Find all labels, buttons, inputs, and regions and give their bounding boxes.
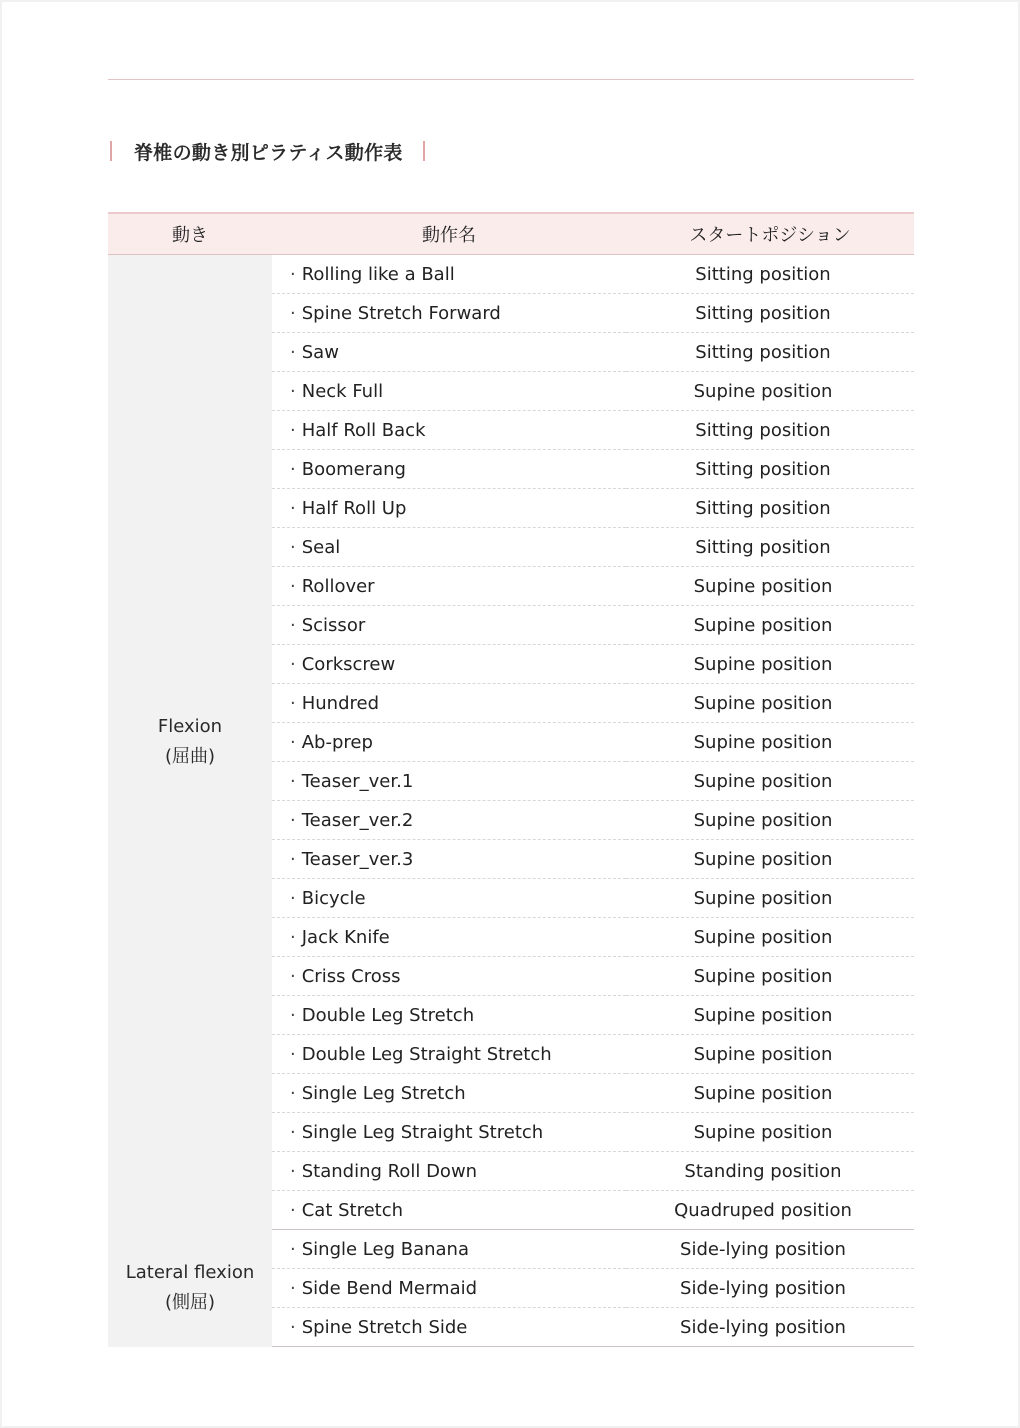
category-cell — [108, 1230, 272, 1347]
start-position: Sitting position — [626, 255, 914, 294]
category-label-jp: (屈曲) — [164, 746, 216, 768]
bullet-dot: · — [290, 1160, 296, 1182]
exercise-name: Side Bend Mermaid — [301, 1277, 478, 1299]
header-category: 動き — [108, 213, 272, 255]
exercise-name: Spine Stretch Forward — [301, 302, 501, 324]
start-position: Supine position — [626, 840, 914, 879]
exercise-name: Half Roll Back — [301, 419, 426, 441]
exercise-name-cell — [272, 567, 626, 606]
start-position: Sitting position — [626, 450, 914, 489]
exercise-name-cell — [272, 996, 626, 1035]
exercise-name: Teaser_ver.1 — [301, 770, 414, 792]
bullet-dot: · — [290, 731, 296, 753]
bullet-dot: · — [290, 809, 296, 831]
start-position: Supine position — [626, 723, 914, 762]
exercise-name-cell — [272, 411, 626, 450]
bullet-dot: · — [290, 497, 296, 519]
exercise-name: Double Leg Stretch — [301, 1004, 475, 1026]
category-label: Lateral flexion — [125, 1262, 255, 1283]
bullet-dot: · — [290, 458, 296, 480]
start-position: Supine position — [626, 801, 914, 840]
title-bar-left — [110, 141, 112, 161]
exercise-name-cell — [272, 1308, 626, 1347]
start-position: Standing position — [626, 1152, 914, 1191]
exercise-name-cell — [272, 1191, 626, 1230]
exercise-name: Saw — [301, 341, 339, 363]
exercise-name: Ab-prep — [301, 731, 373, 753]
start-position: Sitting position — [626, 489, 914, 528]
exercise-name: Scissor — [301, 614, 366, 636]
start-position: Sitting position — [626, 333, 914, 372]
bullet-dot: · — [290, 1199, 296, 1221]
top-divider — [108, 79, 914, 80]
title-bar-right — [423, 141, 425, 161]
category-label: Flexion — [157, 716, 223, 738]
bullet-dot: · — [290, 1277, 296, 1299]
exercise-name-cell — [272, 957, 626, 996]
table-row — [108, 255, 914, 294]
exercise-name-cell — [272, 606, 626, 645]
bullet-dot: · — [290, 653, 296, 675]
exercise-name: Single Leg Banana — [301, 1238, 469, 1260]
exercise-name: Single Leg Stretch — [301, 1082, 466, 1104]
bullet-dot: · — [290, 1316, 296, 1338]
bullet-dot: · — [290, 1043, 296, 1065]
page — [2, 2, 1018, 1426]
exercise-name: Spine Stretch Side — [301, 1316, 468, 1338]
bullet-dot: · — [290, 887, 296, 909]
table-body — [108, 255, 914, 1347]
start-position: Side-lying position — [626, 1269, 914, 1308]
exercise-name: Corkscrew — [301, 653, 396, 675]
bullet-dot: · — [290, 848, 296, 870]
start-position: Supine position — [626, 879, 914, 918]
exercise-name-cell — [272, 1113, 626, 1152]
bullet-dot: · — [290, 1121, 296, 1143]
bullet-dot: · — [290, 1004, 296, 1026]
exercise-name-cell — [272, 723, 626, 762]
exercise-name: Seal — [301, 536, 341, 558]
header-position: スタートポジション — [626, 213, 914, 255]
exercise-name-cell — [272, 879, 626, 918]
start-position: Sitting position — [626, 411, 914, 450]
start-position: Sitting position — [626, 294, 914, 333]
exercise-name-cell — [272, 1152, 626, 1191]
exercise-name-cell — [272, 1269, 626, 1308]
category-label-jp: (側屈) — [164, 1292, 216, 1313]
bullet-dot: · — [290, 770, 296, 792]
bullet-dot: · — [290, 419, 296, 441]
start-position: Supine position — [626, 996, 914, 1035]
start-position: Supine position — [626, 372, 914, 411]
bullet-dot: · — [290, 926, 296, 948]
exercise-name-cell — [272, 840, 626, 879]
exercise-name: Half Roll Up — [301, 497, 407, 519]
start-position: Side-lying position — [626, 1308, 914, 1347]
exercise-name-cell — [272, 372, 626, 411]
bullet-dot: · — [290, 380, 296, 402]
start-position: Quadruped position — [626, 1191, 914, 1230]
exercise-name-cell — [272, 450, 626, 489]
section-title — [110, 136, 425, 166]
start-position: Supine position — [626, 1074, 914, 1113]
start-position: Supine position — [626, 762, 914, 801]
start-position: Supine position — [626, 957, 914, 996]
exercise-name: Single Leg Straight Stretch — [301, 1121, 544, 1143]
exercise-name-cell — [272, 489, 626, 528]
exercise-name-cell — [272, 255, 626, 294]
table-header-row — [108, 213, 914, 255]
start-position: Supine position — [626, 1113, 914, 1152]
exercise-name-cell — [272, 918, 626, 957]
exercise-name: Hundred — [301, 692, 380, 714]
exercise-name-cell — [272, 294, 626, 333]
exercise-name: Teaser_ver.3 — [301, 848, 414, 870]
bullet-dot: · — [290, 692, 296, 714]
exercise-name: Rollover — [301, 575, 375, 597]
exercise-name: Teaser_ver.2 — [301, 809, 414, 831]
table-row — [108, 1230, 914, 1269]
exercise-name-cell — [272, 762, 626, 801]
header-exercise: 動作名 — [272, 213, 626, 255]
exercise-name-cell — [272, 333, 626, 372]
exercise-name: Criss Cross — [301, 965, 401, 987]
exercise-name-cell — [272, 645, 626, 684]
start-position: Side-lying position — [626, 1230, 914, 1269]
exercise-name-cell — [272, 1035, 626, 1074]
title-text: 脊椎の動き別ピラティス動作表 — [134, 141, 403, 164]
exercise-name-cell — [272, 1230, 626, 1269]
start-position: Supine position — [626, 1035, 914, 1074]
category-cell — [108, 255, 272, 1230]
bullet-dot: · — [290, 965, 296, 987]
exercise-name: Bicycle — [301, 887, 366, 909]
bullet-dot: · — [290, 1082, 296, 1104]
bullet-dot: · — [290, 1238, 296, 1260]
start-position: Supine position — [626, 918, 914, 957]
exercise-name: Boomerang — [301, 458, 406, 480]
exercise-name: Double Leg Straight Stretch — [301, 1043, 552, 1065]
bullet-dot: · — [290, 302, 296, 324]
exercise-name: Jack Knife — [301, 926, 390, 948]
exercise-name: Standing Roll Down — [301, 1160, 478, 1182]
exercise-name-cell — [272, 801, 626, 840]
bullet-dot: · — [290, 614, 296, 636]
exercise-name-cell — [272, 1074, 626, 1113]
start-position: Supine position — [626, 684, 914, 723]
exercise-name: Rolling like a Ball — [301, 263, 455, 285]
bullet-dot: · — [290, 263, 296, 285]
start-position: Supine position — [626, 645, 914, 684]
exercise-name-cell — [272, 684, 626, 723]
exercise-name: Neck Full — [301, 380, 384, 402]
bullet-dot: · — [290, 536, 296, 558]
start-position: Supine position — [626, 567, 914, 606]
exercise-name: Cat Stretch — [301, 1199, 404, 1221]
bullet-dot: · — [290, 341, 296, 363]
start-position: Sitting position — [626, 528, 914, 567]
bullet-dot: · — [290, 575, 296, 597]
exercise-name-cell — [272, 528, 626, 567]
exercise-table — [108, 212, 914, 1347]
start-position: Supine position — [626, 606, 914, 645]
